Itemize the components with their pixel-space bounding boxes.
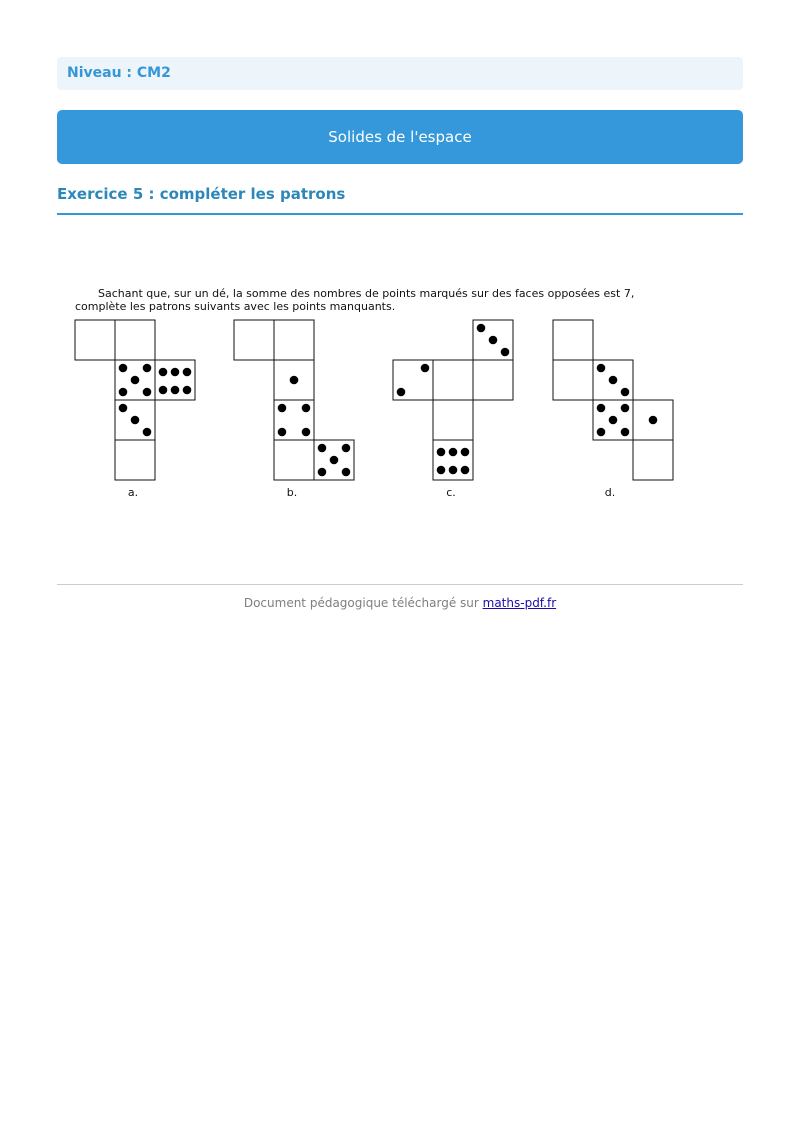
die-dot xyxy=(397,388,406,397)
net-label: a. xyxy=(127,486,139,499)
die-dot xyxy=(318,444,327,453)
net-label: c. xyxy=(446,486,456,499)
die-dot xyxy=(159,368,168,377)
net-label: d. xyxy=(604,486,616,499)
die-dot xyxy=(342,444,351,453)
net-label: b. xyxy=(286,486,298,499)
die-dot xyxy=(597,364,606,373)
die-dot xyxy=(461,466,470,475)
die-dot xyxy=(278,404,287,413)
die-dot xyxy=(501,348,510,357)
dice-net-a xyxy=(75,320,195,499)
die-dot xyxy=(342,468,351,477)
die-dot xyxy=(183,368,192,377)
die-dot xyxy=(171,386,180,395)
die-dot xyxy=(649,416,658,425)
die-dot xyxy=(621,428,630,437)
die-dot xyxy=(621,404,630,413)
die-dot xyxy=(290,376,299,385)
die-dot xyxy=(302,404,311,413)
die-dot xyxy=(621,388,630,397)
die-dot xyxy=(461,448,470,457)
dice-net-b xyxy=(234,320,354,499)
net-face[interactable] xyxy=(553,320,593,360)
die-dot xyxy=(278,428,287,437)
die-dot xyxy=(449,448,458,457)
net-face[interactable] xyxy=(115,320,155,360)
dice-nets-figure xyxy=(0,0,800,520)
net-face[interactable] xyxy=(473,360,513,400)
die-dot xyxy=(449,466,458,475)
page-title-banner: Solides de l'espace xyxy=(57,110,743,164)
net-face[interactable] xyxy=(274,440,314,480)
die-dot xyxy=(302,428,311,437)
footer-text: Document pédagogique téléchargé sur xyxy=(243,596,483,610)
footer xyxy=(57,596,743,610)
net-face[interactable] xyxy=(633,440,673,480)
net-face[interactable] xyxy=(553,360,593,400)
die-dot xyxy=(119,388,128,397)
die-dot xyxy=(119,364,128,373)
die-dot xyxy=(143,388,152,397)
die-dot xyxy=(609,416,618,425)
die-dot xyxy=(597,428,606,437)
die-dot xyxy=(171,368,180,377)
level-label: Niveau : CM2 xyxy=(57,57,743,90)
die-dot xyxy=(143,428,152,437)
die-dot xyxy=(489,336,498,345)
die-dot xyxy=(437,466,446,475)
net-face[interactable] xyxy=(115,440,155,480)
die-dot xyxy=(609,376,618,385)
die-dot xyxy=(119,404,128,413)
footer-divider xyxy=(57,584,743,585)
net-face[interactable] xyxy=(75,320,115,360)
net-face[interactable] xyxy=(433,400,473,440)
die-dot xyxy=(421,364,430,373)
die-dot xyxy=(131,376,140,385)
footer-link[interactable]: maths-pdf.fr xyxy=(482,596,557,610)
die-dot xyxy=(477,324,486,333)
exercise-title: Exercice 5 : compléter les patrons xyxy=(57,185,743,215)
dice-net-d xyxy=(553,320,673,499)
die-dot xyxy=(143,364,152,373)
instruction-line-1: Sachant que, sur un dé, la somme des nombres de points marqués sur des faces opposées est 7, xyxy=(98,287,635,300)
die-dot xyxy=(597,404,606,413)
die-dot xyxy=(318,468,327,477)
die-dot xyxy=(437,448,446,457)
net-face[interactable] xyxy=(234,320,274,360)
die-dot xyxy=(330,456,339,465)
die-dot xyxy=(131,416,140,425)
die-dot xyxy=(159,386,168,395)
dice-net-c xyxy=(393,320,513,499)
net-face[interactable] xyxy=(274,320,314,360)
die-dot xyxy=(183,386,192,395)
instruction-line-2: complète les patrons suivants avec les points manquants. xyxy=(75,300,396,313)
net-face[interactable] xyxy=(433,360,473,400)
